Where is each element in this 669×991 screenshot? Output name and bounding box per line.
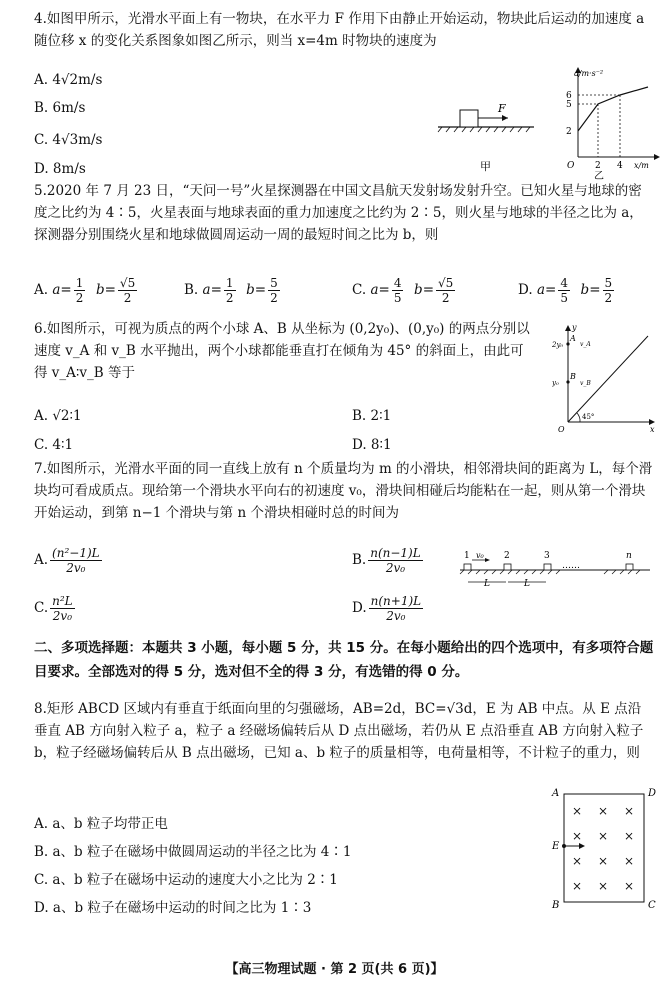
q8-field-x: ×: [624, 854, 635, 868]
q8-field-x: ×: [598, 879, 609, 893]
q6-label-vb: v_B: [580, 380, 591, 387]
q6-label-2y0: 2y₀: [552, 341, 564, 349]
q4-option-b: B. 6m/s: [34, 100, 86, 116]
q8-label-e: E: [552, 841, 560, 852]
q4-graph-xtick-2: 2: [595, 161, 601, 171]
q7-label-l2: L: [524, 579, 530, 589]
q6-option-a: A. √2∶1: [34, 408, 82, 424]
q7-option-c: C. $\frac{\text{n²L}}{\text{2v₀}}$: [34, 594, 73, 623]
q6-label-a: A: [570, 334, 576, 343]
q6-option-d: D. 8∶1: [352, 437, 392, 453]
q5-option-d: D. a= $\frac{4}{5}$ b= $\frac{5}{2}$: [518, 276, 613, 305]
q7-figure: [458, 546, 654, 590]
q8-option-a: A. a、b 粒子均带正电: [34, 816, 168, 832]
q8-option-b: B. a、b 粒子在磁场中做圆周运动的半径之比为 4∶1: [34, 844, 352, 860]
q4-fig-yi-label: 乙: [594, 171, 604, 180]
q6-x-axis: x: [650, 425, 655, 434]
q4-graph-y-label: a/m·s⁻²: [574, 69, 604, 78]
q6-figure: [552, 322, 660, 434]
q5-option-b: B. a= $\frac{1}{2}$ b= $\frac{5}{2}$: [184, 276, 278, 305]
q8-field-x: ×: [624, 804, 635, 818]
q4-figure-jia: [436, 98, 546, 178]
q8-label-c: C: [648, 900, 656, 911]
q6-y-axis: y: [572, 323, 577, 332]
q8-field-x: ×: [572, 879, 583, 893]
q7-block-1: 1: [464, 551, 470, 561]
q4-option-d: D. 8m/s: [34, 161, 86, 177]
section-multiple-choice-heading: 二、多项选择题：本题共 3 小题，每小题 5 分，共 15 分。在每小题给出的四个选项中，有多项符合题目要求。全部选对的得 5 分，选对但不全的得 3 分，有选错的得 0 分。: [34, 640, 654, 680]
q8-field-x: ×: [624, 879, 635, 893]
q7-dots: ……: [562, 561, 580, 571]
q7-block-3: 3: [544, 551, 550, 561]
q5-option-c: C. a= $\frac{4}{5}$ b= $\frac{√5}{2}$: [352, 276, 454, 305]
q8-option-c: C. a、b 粒子在磁场中运动的速度大小之比为 2∶1: [34, 872, 338, 888]
q7-option-a: A. $\frac{\text{(n²−1)L}}{\text{2v₀}}$: [34, 546, 100, 575]
q8-label-b: B: [552, 900, 560, 911]
q8-field-x: ×: [598, 854, 609, 868]
q8-stem: 8.矩形 ABCD 区域内有垂直于纸面向里的匀强磁场，AB=2d，BC=√3d，E 为 AB 中点。从 E 点沿垂直 AB 方向射入粒子 a，粒子 a 经磁场偏转后从 D 点出磁场，若仍从 E 点沿垂直 AB 方向射入粒子 b，粒子经磁场偏转后从 B 点出磁场，已知 a、b 粒子的质量相等，电荷量相等，不计粒子的重力，则: [34, 701, 644, 761]
q4-option-a: A. 4√2m/s: [34, 72, 103, 88]
q7-stem: 7.如图所示，光滑水平面的同一直线上放有 n 个质量均为 m 的小滑块，相邻滑块间的距离为 L，每个滑块均可看成质点。现给第一个滑块水平向右的初速度 v₀，滑块间相碰后均能粘在一起，则从第一个滑块开始运动，到第 n−1 个滑块与第 n 个滑块相碰时总的时间为: [34, 461, 653, 521]
q4-graph-ytick-6: 6: [566, 91, 572, 101]
q7-label-l1: L: [484, 579, 490, 589]
q6-label-b: B: [570, 372, 576, 381]
q7-label-v0: v₀: [476, 551, 484, 560]
q8-field-x: ×: [572, 804, 583, 818]
q8-option-d: D. a、b 粒子在磁场中运动的时间之比为 1∶3: [34, 900, 312, 916]
q7-block-n: n: [626, 551, 632, 561]
q4-option-c: C. 4√3m/s: [34, 132, 103, 148]
q6-option-b: B. 2∶1: [352, 408, 392, 424]
q4-graph-xtick-4: 4: [617, 161, 623, 171]
q8-field-x: ×: [598, 804, 609, 818]
q6-label-angle: 45°: [582, 413, 595, 421]
q8-figure: [548, 786, 660, 914]
q4-force-label: F: [498, 102, 506, 115]
q8-field-x: ×: [572, 829, 583, 843]
q5-stem: 5.2020 年 7 月 23 日，“天问一号”火星探测器在中国文昌航天发射场发射升空。已知火星与地球的密度之比约为 4∶5，火星表面与地球表面的重力加速度之比约为 2∶5，则火星与地球的半径之比为 a，探测器分别围绕火星和地球做圆周运动一周的最短时间之比为 b，则: [34, 183, 643, 243]
q8-label-d: D: [648, 788, 657, 799]
q4-graph-ytick-5: 5: [566, 100, 572, 110]
q4-fig-jia-label: 甲: [480, 160, 491, 173]
q7-option-d: D. $\frac{n(n+1)L}{\text{2v₀}}$: [352, 594, 422, 623]
q7-option-b: B. $\frac{n(n-1)L}{\text{2v₀}}$: [352, 546, 421, 575]
q8-field-x: ×: [624, 829, 635, 843]
q4-graph-x-label: x/m: [634, 161, 649, 170]
q4-graph-yi: [558, 62, 662, 180]
q6-option-c: C. 4∶1: [34, 437, 74, 453]
q4-graph-origin: O: [567, 161, 575, 171]
q6-label-y0: y₀: [552, 379, 559, 387]
q6-stem: 6.如图所示，可视为质点的两个小球 A、B 从坐标为 (0,2y₀)、(0,y₀) 的两点分别以速度 v_A 和 v_B 水平抛出，两个小球都能垂直打在倾角为 45° 的斜面上，由此可得 v_A∶v_B 等于: [34, 321, 530, 381]
q7-block-2: 2: [504, 551, 510, 561]
q8-field-x: ×: [572, 854, 583, 868]
q8-field-x: ×: [598, 829, 609, 843]
q4-graph-ytick-2: 2: [566, 127, 572, 137]
page-footer: 【高三物理试题 · 第 2 页(共 6 页)】: [225, 962, 444, 977]
q8-label-a: A: [552, 788, 560, 799]
q6-label-origin: O: [558, 425, 565, 434]
q5-option-a: A. a= $\frac{1}{2}$ b= $\frac{√5}{2}$: [34, 276, 136, 305]
q4-stem: 4.如图甲所示，光滑水平面上有一物块，在水平力 F 作用下由静止开始运动，物块此后运动的加速度 a 随位移 x 的变化关系图象如图乙所示，则当 x=4m 时物块的速度为: [34, 11, 645, 49]
q6-label-va: v_A: [580, 341, 591, 348]
